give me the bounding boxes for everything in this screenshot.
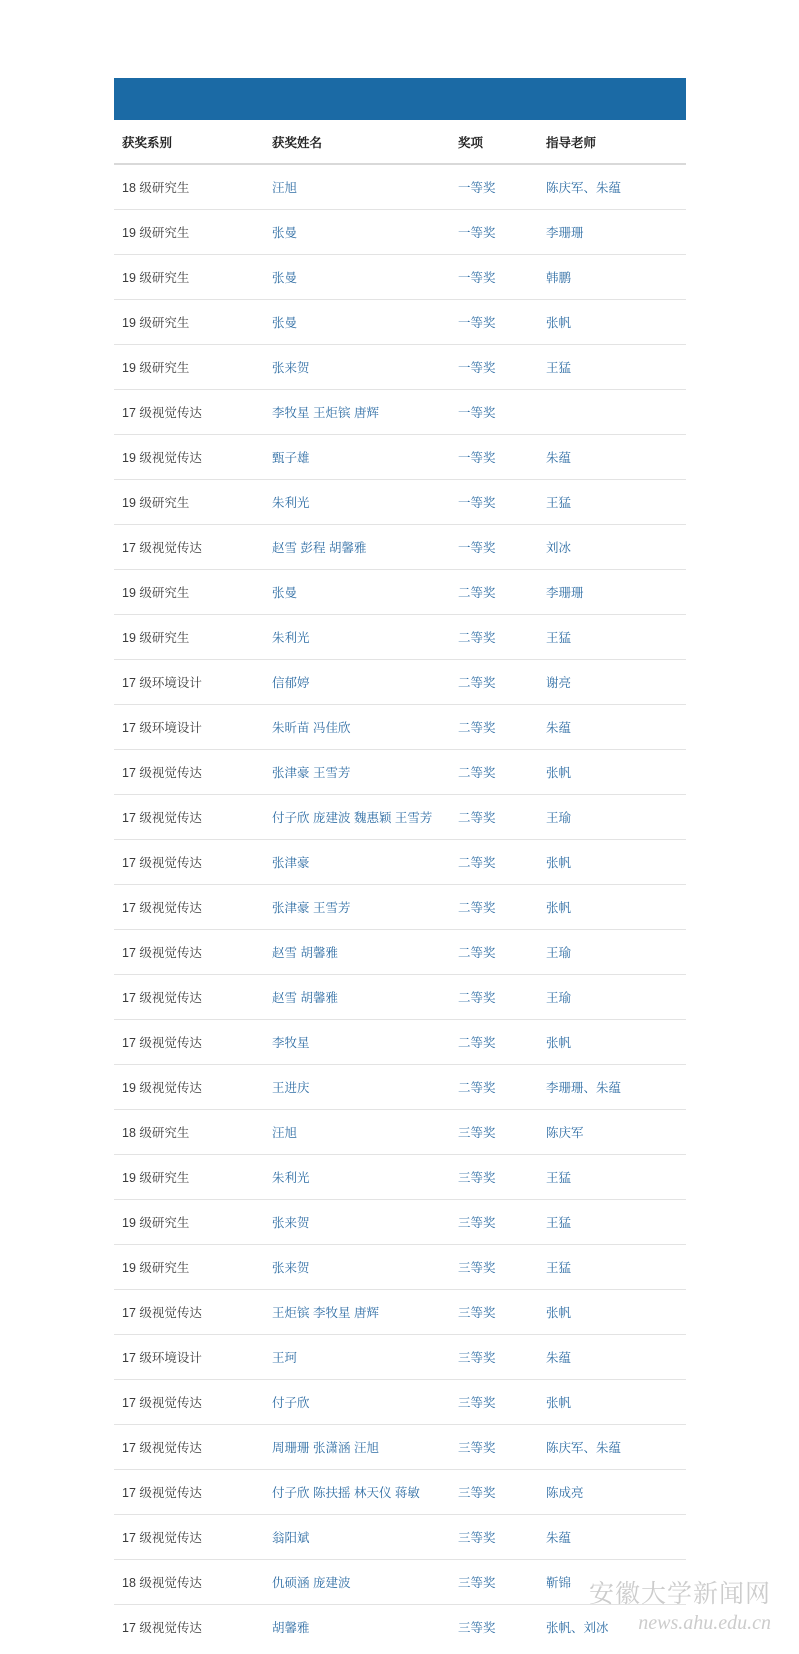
cell-name: 汪旭 — [264, 164, 450, 210]
cell-award: 三等奖 — [450, 1200, 538, 1245]
cell-category: 19 级研究生 — [114, 615, 264, 660]
watermark-cn: 安徽大学新闻网 — [588, 1579, 771, 1608]
cell-name: 王珂 — [264, 1335, 450, 1380]
cell-name: 朱利光 — [264, 1155, 450, 1200]
table-row — [114, 1560, 686, 1605]
cell-category: 17 级视觉传达 — [114, 930, 264, 975]
cell-advisor: 王瑜 — [538, 795, 686, 840]
cell-name: 朱利光 — [264, 615, 450, 660]
cell-category: 19 级研究生 — [114, 570, 264, 615]
cell-category: 17 级视觉传达 — [114, 1020, 264, 1065]
cell-name: 张来贺 — [264, 1200, 450, 1245]
cell-advisor: 李珊珊、朱蕴 — [538, 1065, 686, 1110]
cell-advisor: 朱蕴 — [538, 705, 686, 750]
cell-advisor: 张帆 — [538, 1380, 686, 1425]
cell-award: 二等奖 — [450, 705, 538, 750]
table-row — [114, 1110, 686, 1155]
cell-advisor: 朱蕴 — [538, 1515, 686, 1560]
cell-award: 二等奖 — [450, 840, 538, 885]
cell-award: 三等奖 — [450, 1425, 538, 1470]
cell-name: 甄子雄 — [264, 435, 450, 480]
cell-name: 张来贺 — [264, 1245, 450, 1290]
cell-advisor: 张帆 — [538, 885, 686, 930]
cell-name: 王进庆 — [264, 1065, 450, 1110]
cell-award: 三等奖 — [450, 1470, 538, 1515]
cell-name: 张来贺 — [264, 345, 450, 390]
table-row — [114, 795, 686, 840]
cell-award: 二等奖 — [450, 750, 538, 795]
cell-advisor: 张帆 — [538, 750, 686, 795]
cell-category: 19 级研究生 — [114, 1155, 264, 1200]
cell-award: 三等奖 — [450, 1560, 538, 1605]
table-header — [114, 120, 686, 164]
cell-award: 一等奖 — [450, 480, 538, 525]
table-row — [114, 210, 686, 255]
cell-category: 19 级研究生 — [114, 210, 264, 255]
table-row — [114, 1425, 686, 1470]
table-row — [114, 750, 686, 795]
cell-advisor: 谢亮 — [538, 660, 686, 705]
cell-award: 二等奖 — [450, 615, 538, 660]
table-body — [114, 164, 686, 1649]
cell-name: 朱昕苗 冯佳欣 — [264, 705, 450, 750]
table-top-banner — [114, 78, 686, 120]
cell-advisor: 刘冰 — [538, 525, 686, 570]
table-row — [114, 615, 686, 660]
cell-advisor: 张帆 — [538, 1290, 686, 1335]
cell-name: 汪旭 — [264, 1110, 450, 1155]
cell-category: 17 级视觉传达 — [114, 975, 264, 1020]
cell-category: 17 级视觉传达 — [114, 525, 264, 570]
cell-advisor: 靳锦 — [538, 1560, 686, 1605]
table-row — [114, 1515, 686, 1560]
cell-advisor: 朱蕴 — [538, 1335, 686, 1380]
table-row — [114, 1065, 686, 1110]
cell-advisor: 陈成亮 — [538, 1470, 686, 1515]
cell-award: 二等奖 — [450, 660, 538, 705]
award-table — [114, 120, 686, 1649]
table-row — [114, 1335, 686, 1380]
cell-award: 三等奖 — [450, 1335, 538, 1380]
cell-advisor: 朱蕴 — [538, 435, 686, 480]
cell-award: 一等奖 — [450, 435, 538, 480]
cell-name: 翁阳斌 — [264, 1515, 450, 1560]
cell-advisor: 王瑜 — [538, 975, 686, 1020]
table-row — [114, 525, 686, 570]
cell-name: 赵雪 胡馨雅 — [264, 975, 450, 1020]
column-header-award: 奖项 — [450, 120, 538, 164]
cell-name: 周珊珊 张潇涵 汪旭 — [264, 1425, 450, 1470]
table-row — [114, 255, 686, 300]
cell-advisor: 王猛 — [538, 480, 686, 525]
cell-award: 三等奖 — [450, 1245, 538, 1290]
table-row — [114, 1605, 686, 1650]
cell-name: 张津豪 王雪芳 — [264, 885, 450, 930]
cell-award: 一等奖 — [450, 300, 538, 345]
cell-category: 18 级研究生 — [114, 164, 264, 210]
cell-award: 三等奖 — [450, 1110, 538, 1155]
watermark-en: news.ahu.edu.cn — [638, 1612, 771, 1634]
cell-advisor: 王猛 — [538, 1245, 686, 1290]
cell-award: 三等奖 — [450, 1515, 538, 1560]
cell-name: 付子欣 陈扶摇 林天仪 蒋敏 — [264, 1470, 450, 1515]
table-row — [114, 164, 686, 210]
cell-category: 17 级环境设计 — [114, 660, 264, 705]
cell-award: 二等奖 — [450, 1020, 538, 1065]
table-row — [114, 1245, 686, 1290]
cell-name: 李牧星 — [264, 1020, 450, 1065]
cell-award: 二等奖 — [450, 570, 538, 615]
cell-advisor: 陈庆军、朱蕴 — [538, 164, 686, 210]
cell-advisor: 王猛 — [538, 615, 686, 660]
cell-name: 李牧星 王炬镔 唐辉 — [264, 390, 450, 435]
cell-category: 17 级视觉传达 — [114, 390, 264, 435]
table-row — [114, 1470, 686, 1515]
cell-advisor: 王猛 — [538, 1200, 686, 1245]
cell-name: 张津豪 王雪芳 — [264, 750, 450, 795]
cell-award: 三等奖 — [450, 1155, 538, 1200]
table-row — [114, 480, 686, 525]
cell-award: 二等奖 — [450, 795, 538, 840]
cell-award: 三等奖 — [458, 1621, 496, 1635]
cell-advisor — [538, 390, 686, 435]
cell-award: 二等奖 — [450, 885, 538, 930]
cell-category: 19 级研究生 — [114, 1245, 264, 1290]
table-row — [114, 885, 686, 930]
cell-advisor: 李珊珊 — [538, 210, 686, 255]
cell-name: 付子欣 — [264, 1380, 450, 1425]
column-header-category: 获奖系别 — [114, 120, 264, 164]
cell-category: 18 级视觉传达 — [114, 1560, 264, 1605]
cell-award: 三等奖 — [450, 1380, 538, 1425]
cell-category: 17 级视觉传达 — [114, 1515, 264, 1560]
cell-advisor: 韩鹏 — [538, 255, 686, 300]
cell-award: 二等奖 — [450, 975, 538, 1020]
cell-award: 一等奖 — [450, 390, 538, 435]
cell-advisor: 张帆 — [538, 300, 686, 345]
table-row — [114, 1155, 686, 1200]
cell-advisor: 李珊珊 — [538, 570, 686, 615]
cell-category: 19 级研究生 — [114, 480, 264, 525]
cell-award: 一等奖 — [450, 345, 538, 390]
cell-category: 18 级研究生 — [114, 1110, 264, 1155]
cell-category: 19 级视觉传达 — [114, 1065, 264, 1110]
cell-name: 付子欣 庞建波 魏惠颖 王雪芳 — [264, 795, 450, 840]
cell-award: 一等奖 — [450, 164, 538, 210]
cell-category: 19 级研究生 — [114, 300, 264, 345]
table-row — [114, 435, 686, 480]
cell-name: 张曼 — [264, 570, 450, 615]
cell-category: 19 级研究生 — [114, 345, 264, 390]
table-row — [114, 1200, 686, 1245]
cell-advisor: 张帆 — [538, 1020, 686, 1065]
table-row — [114, 345, 686, 390]
cell-award: 三等奖 — [450, 1290, 538, 1335]
table-header-row — [114, 120, 686, 164]
cell-category: 17 级视觉传达 — [114, 795, 264, 840]
cell-category: 17 级视觉传达 — [114, 1290, 264, 1335]
cell-name: 朱利光 — [264, 480, 450, 525]
cell-category: 17 级视觉传达 — [114, 750, 264, 795]
table-row — [114, 300, 686, 345]
cell-name: 王炬镔 李牧星 唐辉 — [264, 1290, 450, 1335]
cell-category: 17 级环境设计 — [114, 1335, 264, 1380]
cell-advisor: 陈庆军 — [538, 1110, 686, 1155]
table-row — [114, 660, 686, 705]
cell-category: 17 级环境设计 — [114, 705, 264, 750]
table-row — [114, 930, 686, 975]
cell-name: 张津豪 — [264, 840, 450, 885]
cell-name: 胡馨雅 — [272, 1621, 310, 1635]
cell-advisor: 陈庆军、朱蕴 — [538, 1425, 686, 1470]
cell-category: 19 级研究生 — [114, 1200, 264, 1245]
cell-category: 17 级视觉传达 — [114, 840, 264, 885]
cell-advisor: 王猛 — [538, 1155, 686, 1200]
cell-advisor: 张帆 — [538, 840, 686, 885]
cell-advisor: 王瑜 — [538, 930, 686, 975]
cell-category: 19 级研究生 — [114, 255, 264, 300]
cell-award: 一等奖 — [450, 210, 538, 255]
cell-category: 19 级视觉传达 — [114, 435, 264, 480]
award-table-container — [114, 78, 686, 1649]
cell-name: 信郁婷 — [264, 660, 450, 705]
cell-advisor: 王猛 — [538, 345, 686, 390]
cell-category: 17 级视觉传达 — [114, 885, 264, 930]
cell-name: 赵雪 胡馨雅 — [264, 930, 450, 975]
table-row — [114, 1380, 686, 1425]
cell-name: 张曼 — [264, 300, 450, 345]
cell-name: 张曼 — [264, 255, 450, 300]
table-row — [114, 570, 686, 615]
cell-name: 赵雪 彭程 胡馨雅 — [264, 525, 450, 570]
cell-award: 一等奖 — [450, 255, 538, 300]
cell-award: 一等奖 — [450, 525, 538, 570]
cell-award: 二等奖 — [450, 930, 538, 975]
table-row — [114, 1290, 686, 1335]
column-header-advisor: 指导老师 — [538, 120, 686, 164]
cell-name: 仇硕涵 庞建波 — [264, 1560, 450, 1605]
cell-category: 17 级视觉传达 — [114, 1425, 264, 1470]
table-row — [114, 390, 686, 435]
table-row — [114, 705, 686, 750]
cell-name: 张曼 — [264, 210, 450, 255]
cell-category: 17 级视觉传达 — [122, 1621, 202, 1635]
cell-category: 17 级视觉传达 — [114, 1380, 264, 1425]
column-header-name: 获奖姓名 — [264, 120, 450, 164]
cell-advisor: 张帆、刘冰 — [546, 1621, 609, 1635]
table-row — [114, 1020, 686, 1065]
table-row — [114, 975, 686, 1020]
table-row — [114, 840, 686, 885]
cell-award: 二等奖 — [450, 1065, 538, 1110]
cell-category: 17 级视觉传达 — [114, 1470, 264, 1515]
